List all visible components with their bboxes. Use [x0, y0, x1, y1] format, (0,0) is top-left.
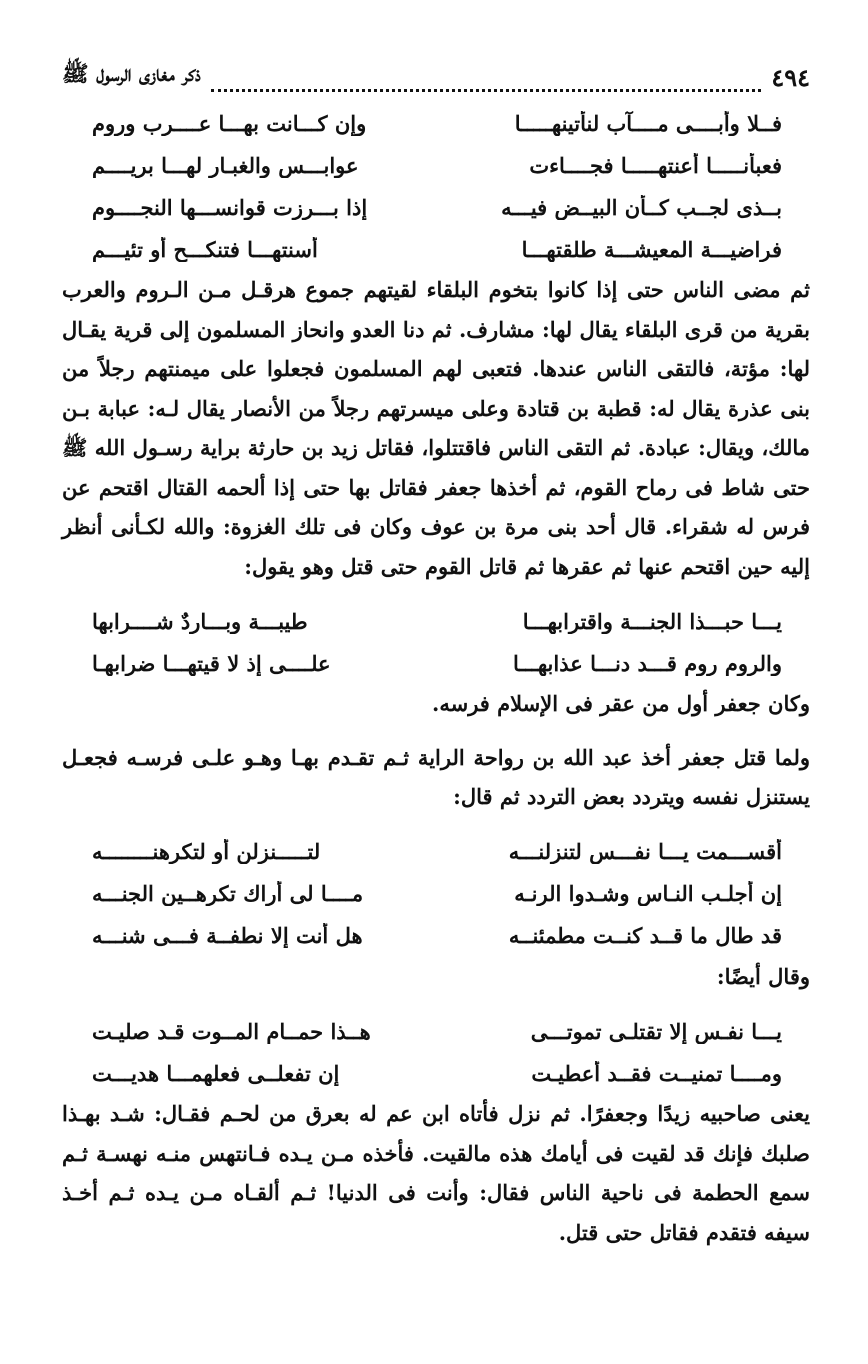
- verse-line: [62, 600, 810, 642]
- hemistich-second: مــــا لى أراك تكرهــين الجنـــه: [92, 881, 364, 906]
- hemistich-first: فعبأنـــــا أعنتهـــــا فجــــاءت: [529, 152, 782, 178]
- poem-3: [62, 831, 810, 957]
- verse-line: [62, 102, 810, 144]
- running-title: ذكر مغازى الرسول ﷺ: [62, 61, 201, 87]
- hemistich-second: أسنتهـــا فتنكـــح أو تئيـــم: [92, 236, 318, 262]
- poem-1: [62, 102, 810, 270]
- hemistich-first: قد طال ما قــد كنــت مطمئنــه: [508, 923, 782, 948]
- hemistich-first: فراضيـــة المعيشـــة طلقتهـــا: [521, 236, 782, 262]
- page-number: ٤٩٤: [771, 63, 810, 92]
- hemistich-second: علــــى إذ لا قيتهـــا ضرابهـا: [92, 650, 331, 676]
- header-leader-dots: [211, 81, 762, 92]
- hemistich-first: يـــا حبـــذا الجنـــة واقترابهـــا: [522, 608, 782, 634]
- hemistich-second: طيبـــة وبـــاردٌ شــــرابها: [92, 608, 308, 634]
- verse-line: [62, 873, 810, 915]
- paragraph-his-two-companions: يعنى صاحبيه زيدًا وجعفرًا. ثم نزل فأتاه ابن عم له بعرق من لحـم فقـال: شـد بهـذا صلبك فإنك قد لقيت فى أيامك هذه مالقيت. فأخذه مـن يـده فـانتهس منـه نهسـة ثـم سمع الحطمة فى ناحية الناس فقال: وأنت فى الدنيا! ثـم ألقـاه مـن يـده ثـم أخـذ سيفه فتقدم فقاتل حتى قتل.: [62, 1101, 810, 1245]
- hemistich-second: إذا بـــرزت قوانســـها النجــــوم: [92, 194, 368, 220]
- hemistich-first: بــذى لجــب كــأن البيــض فيـــه: [501, 194, 782, 220]
- paragraph-battle-of-mutah: ثم مضى الناس حتى إذا كانوا بتخوم البلقاء لقيتهم جموع هرقـل مـن الـروم والعرب بقرية من قرى البلقاء يقال لها: مشارف. ثم دنا العدو وانحاز المسلمون إلى قرية يقـال لها: مؤتة، فالتقى الناس عندها. فتعبى لهم المسلمون فجعلوا على ميمنتهم رجلاً من بنى عذرة يقال له: قطبة بن قتادة وعلى ميسرتهم رجلاً من الأنصار يقال لـه: عبابة بـن مالك، ويقال: عبادة. ثم التقى الناس فاقتتلوا، فقاتل زيد بن حارثة براية رسـول الله ﷺ حتى شاط فى رماح القوم، ثم أخذها جعفر فقاتل بها حتى إذا ألحمه القتال اقتحم عن فرس له شقراء. قال أحد بنى مرة بن عوف وكان فى تلك الغزوة: والله لكـأنى أنظر إليه حين اقتحم عنها ثم عقرها ثم قاتل القوم حتى قتل وهو يقول:: [62, 277, 810, 579]
- poem-2: [62, 600, 810, 684]
- hemistich-first: والروم روم قـــد دنـــا عذابهـــا: [513, 650, 782, 676]
- hemistich-first: ومــــا تمنيــت فقــد أعطيـت: [531, 1060, 782, 1086]
- paragraph-ibn-rawaha: ولما قتل جعفر أخذ عبد الله بن رواحة الراية ثـم تقـدم بهـا وهـو علـى فرسـه فجعـل يستنزل نفسه ويتردد بعض التردد ثم قال:: [62, 744, 810, 809]
- hemistich-second: وإن كـــانت بهـــا عــــرب وروم: [92, 110, 367, 136]
- verse-line: [62, 831, 810, 873]
- paragraph-he-also-said: وقال أيضًا:: [716, 963, 810, 989]
- paragraph-jafar: وكان جعفر أول من عقر فى الإسلام فرسه.: [432, 691, 810, 716]
- verse-line: [62, 1052, 810, 1094]
- hemistich-second: هل أنت إلا نطفــة فـــى شنـــه: [92, 923, 363, 948]
- hemistich-first: يـــا نفـس إلا تقتلـى تموتـــى: [530, 1018, 782, 1044]
- verse-line: [62, 186, 810, 228]
- verse-line: [62, 228, 810, 270]
- verse-line: [62, 1010, 810, 1052]
- hemistich-first: فــلا وأبــــى مــــآب لنأتينهـــــا: [514, 110, 782, 136]
- verse-line: [62, 642, 810, 684]
- poem-4: [62, 1010, 810, 1094]
- hemistich-second: لتـــــنزلن أو لتكرهنــــــــه: [92, 839, 321, 864]
- hemistich-second: هــذا حمــام المــوت قـد صليـت: [92, 1018, 371, 1044]
- verse-line: [62, 915, 810, 957]
- hemistich-second: إن تفعلــى فعلهمـــا هديـــت: [92, 1060, 340, 1086]
- verse-line: [62, 144, 810, 186]
- running-header: [62, 40, 810, 92]
- hemistich-second: عوابـــس والغبـار لهـــا بريــــم: [92, 152, 359, 178]
- hemistich-first: إن أجلـب النـاس وشـدوا الرنـه: [514, 881, 782, 906]
- hemistich-first: أقســـمت يـــا نفـــس لتنزلنـــه: [508, 839, 782, 864]
